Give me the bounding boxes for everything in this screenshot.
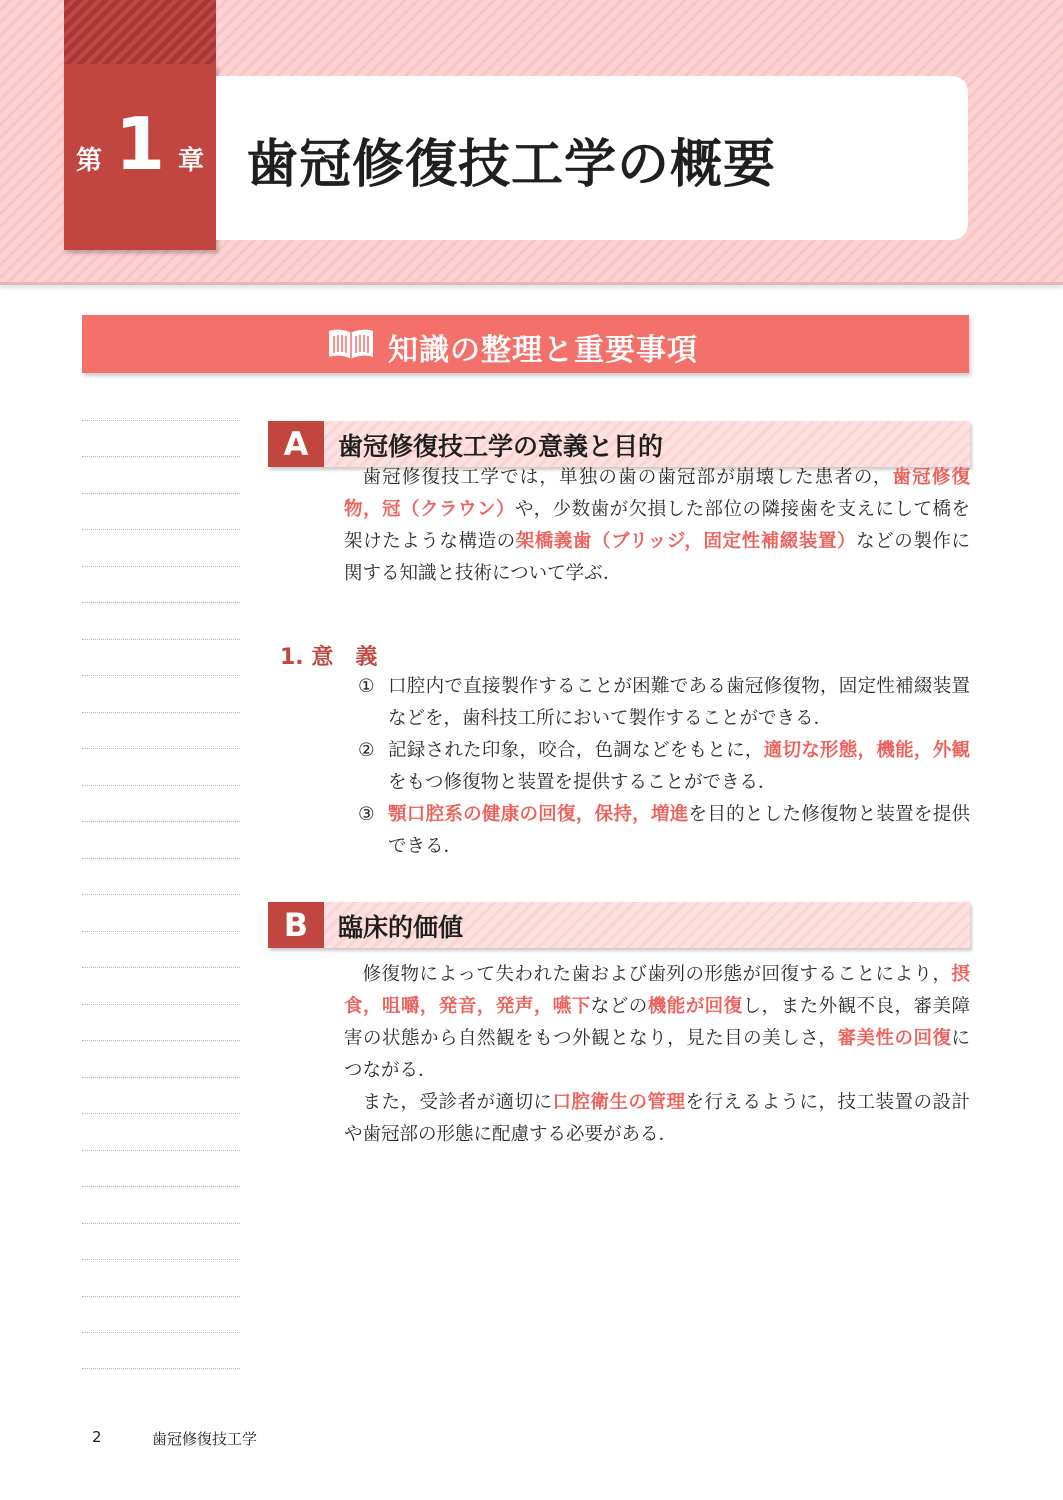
list-marker: ③ [358, 804, 375, 825]
list-item [358, 735, 970, 799]
text-run: を行えるように，技工装置の設計や歯冠部の形態に配慮する必要がある． [344, 1092, 970, 1145]
list-item [358, 799, 970, 863]
chapter-number: 1 [114, 102, 166, 186]
note-rule [82, 1186, 240, 1187]
note-rule [82, 639, 240, 640]
section-b-paragraph-1 [344, 959, 970, 1087]
note-rule [82, 675, 240, 676]
text-run: また，受診者が適切に [362, 1092, 553, 1113]
note-rule [82, 1150, 240, 1151]
chapter-prefix: 第 [76, 146, 103, 176]
section-a-paragraph [344, 462, 970, 590]
note-rule [82, 967, 240, 968]
highlight-term: 歯冠修復物，冠（クラウン） [344, 467, 970, 520]
note-rule [82, 1077, 240, 1078]
highlight-term: 摂食，咀嚼，発音，発声，嚥下 [344, 964, 970, 1017]
note-rule [82, 785, 240, 786]
text-run: や，少数歯が欠損した部位の隣接歯を支えにして橋を架けたような構造の [344, 499, 970, 552]
note-rule [82, 566, 240, 567]
list-marker: ① [358, 676, 375, 697]
list-item [358, 671, 970, 735]
text-run: をもつ修復物と装置を提供することができる． [388, 772, 777, 793]
note-rule [82, 420, 240, 421]
note-rule [82, 821, 240, 822]
note-rule [82, 712, 240, 713]
highlight-term: 審美性の回復 [837, 1028, 952, 1049]
text-run: などの製作に関する知識と技術について学ぶ． [344, 531, 970, 584]
chapter-tab [64, 64, 216, 250]
chapter-suffix: 章 [177, 146, 204, 176]
note-rule [82, 1004, 240, 1005]
chapter-title-card [216, 76, 968, 240]
text-run: 歯冠修復技工学では，単独の歯の歯冠部が崩壊した患者の， [362, 467, 893, 488]
list-marker: ② [358, 740, 375, 761]
section-b-paragraph-2 [344, 1087, 970, 1151]
highlight-term: 口腔衛生の管理 [552, 1092, 686, 1113]
chapter-title: 歯冠修復技工学の概要 [246, 135, 777, 195]
note-rule [82, 1332, 240, 1333]
text-run: し，また外観不良，審美障害の状態から自然観をもつ外観となり，見た目の美しさ， [344, 996, 970, 1049]
note-rule [82, 748, 240, 749]
text-run: につながる． [344, 1028, 970, 1081]
note-rule [82, 1223, 240, 1224]
banner-title: 知識の整理と重要事項 [388, 333, 698, 368]
significance-list [358, 671, 970, 863]
section-a-header [268, 421, 970, 467]
note-rule [82, 1368, 240, 1369]
section-b-title: 臨床的価値 [338, 913, 464, 942]
section-b-header [268, 902, 970, 948]
note-rule [82, 1259, 240, 1260]
text-run: などの [590, 996, 648, 1017]
open-book-icon [326, 327, 376, 361]
note-rule [82, 602, 240, 603]
note-rule [82, 493, 240, 494]
running-footer-title: 歯冠修復技工学 [152, 1430, 258, 1448]
note-rule [82, 894, 240, 895]
highlight-term: 適切な形態，機能，外観 [763, 740, 970, 761]
section-a-letter: A [268, 421, 324, 467]
note-rule [82, 1113, 240, 1114]
highlight-term: 架橋義歯（ブリッジ，固定性補綴装置） [515, 531, 857, 552]
note-rule [82, 1296, 240, 1297]
text-run: 口腔内で直接製作することが困難である歯冠修復物，固定性補綴装置などを，歯科技工所において製作することができる． [388, 676, 970, 729]
note-rule [82, 931, 240, 932]
note-rule [82, 1040, 240, 1041]
section-a-title: 歯冠修復技工学の意義と目的 [338, 432, 664, 461]
section-b-letter: B [268, 902, 324, 948]
highlight-term: 機能が回復 [647, 996, 743, 1017]
text-run: を目的とした修復物と装置を提供できる． [388, 804, 970, 857]
text-run: 修復物によって失われた歯および歯列の形態が回復することにより， [362, 964, 952, 985]
subsection-heading: 1. 意 義 [280, 645, 378, 670]
note-rule [82, 456, 240, 457]
page-number: 2 [92, 1428, 102, 1446]
highlight-term: 顎口腔系の健康の回復，保持，増進 [388, 804, 689, 825]
text-run: 記録された印象，咬合，色調などをもとに， [388, 740, 764, 761]
section-banner [82, 315, 969, 373]
chapter-tab-stripe [64, 0, 216, 64]
note-rule [82, 858, 240, 859]
note-rule [82, 529, 240, 530]
